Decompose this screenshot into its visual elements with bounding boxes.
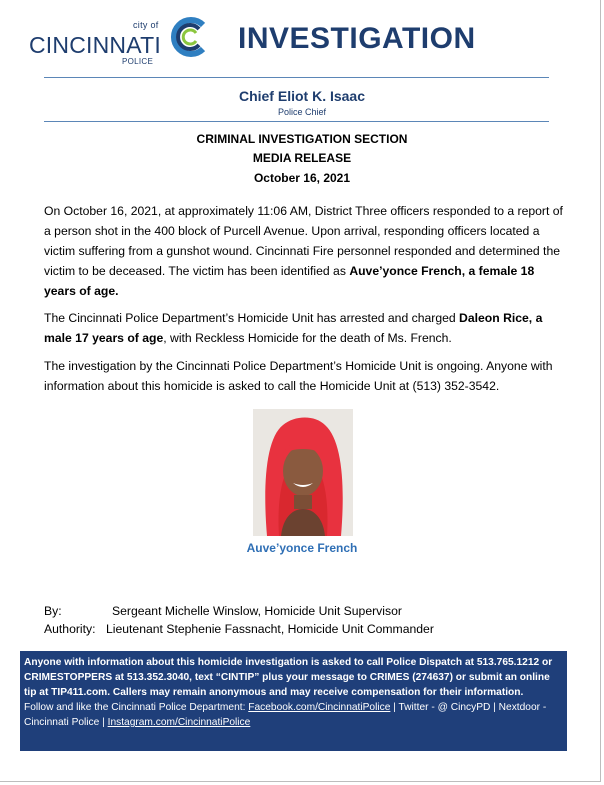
portrait-image-icon (253, 409, 353, 536)
logo-city-text: city of (133, 20, 159, 30)
paragraph-ongoing (44, 356, 564, 396)
footer-follow-prefix: Follow and like the Cincinnati Police Department: (24, 702, 249, 713)
logo-name-text: CINCINNATI (29, 32, 161, 58)
by-value: Sergeant Michelle Winslow, Homicide Unit Supervisor (112, 604, 402, 618)
media-release-heading: MEDIA RELEASE (252, 151, 352, 165)
footer-social (24, 700, 563, 730)
victim-identity: Auve’yonce French, a female 18 years of age. (44, 264, 535, 298)
chief-name: Chief Eliot K. Isaac (238, 88, 366, 104)
facebook-link[interactable]: Facebook.com/CincinnatiPolice (248, 702, 391, 713)
by-row (44, 604, 402, 618)
footer-social-separator: | Twitter - @ CincyPD | Nextdoor - Cincinnati Police | (24, 702, 547, 728)
paragraph-ongoing-text: The investigation by the Cincinnati Police Department’s Homicide Unit is ongoing. Anyone with information about this homicide is asked to call the Homicide Unit at (513) 352-3542. (44, 359, 553, 393)
chief-title: Police Chief (277, 107, 327, 117)
suspect-identity: Daleon Rice, a male 17 years of age (44, 311, 543, 345)
paragraph-incident (44, 201, 564, 301)
authority-value: Lieutenant Stephenie Fassnacht, Homicide Unit Commander (106, 622, 434, 636)
photo-caption: Auve’yonce French (246, 541, 358, 555)
authority-label: Authority: (44, 622, 96, 636)
victim-photo (253, 409, 353, 536)
paragraph-arrest-post: , with Reckless Homicide for the death of Ms. French. (163, 331, 452, 345)
bottom-divider (44, 121, 549, 122)
tip-info-footer (20, 651, 567, 751)
logo-c-mark-icon (167, 15, 211, 59)
section-heading: CRIMINAL INVESTIGATION SECTION (196, 132, 408, 146)
release-date: October 16, 2021 (253, 171, 351, 185)
page-title: INVESTIGATION (238, 22, 476, 55)
paragraph-arrest (44, 308, 564, 348)
by-label: By: (44, 604, 62, 618)
instagram-link[interactable]: Instagram.com/CincinnatiPolice (107, 717, 251, 728)
footer-tip-text: Anyone with information about this homicide investigation is asked to call Police Dispatch at 513.765.1212 or CRIMESTOPPERS at 513.352.3040, text “CINTIP” plus your message to CRIMES (274637) or submit an online tip at TIP411.com. Callers may remain anonymous and may receive compensation for their information. (24, 657, 553, 698)
top-divider (44, 77, 549, 78)
paragraph-incident-text: On October 16, 2021, at approximately 11:06 AM, District Three officers responded to a report of a person shot in the 400 block of Purcell Avenue. Upon arrival, responding officers located a victim suffering from a gunshot wound. Cincinnati Fire personnel responded and determined the victim to be deceased. The victim has been identified as (44, 204, 563, 278)
authority-row (44, 622, 434, 636)
cincinnati-police-logo (29, 15, 209, 70)
logo-police-text: POLICE (122, 57, 154, 66)
paragraph-arrest-pre: The Cincinnati Police Department’s Homicide Unit has arrested and charged (44, 311, 460, 325)
